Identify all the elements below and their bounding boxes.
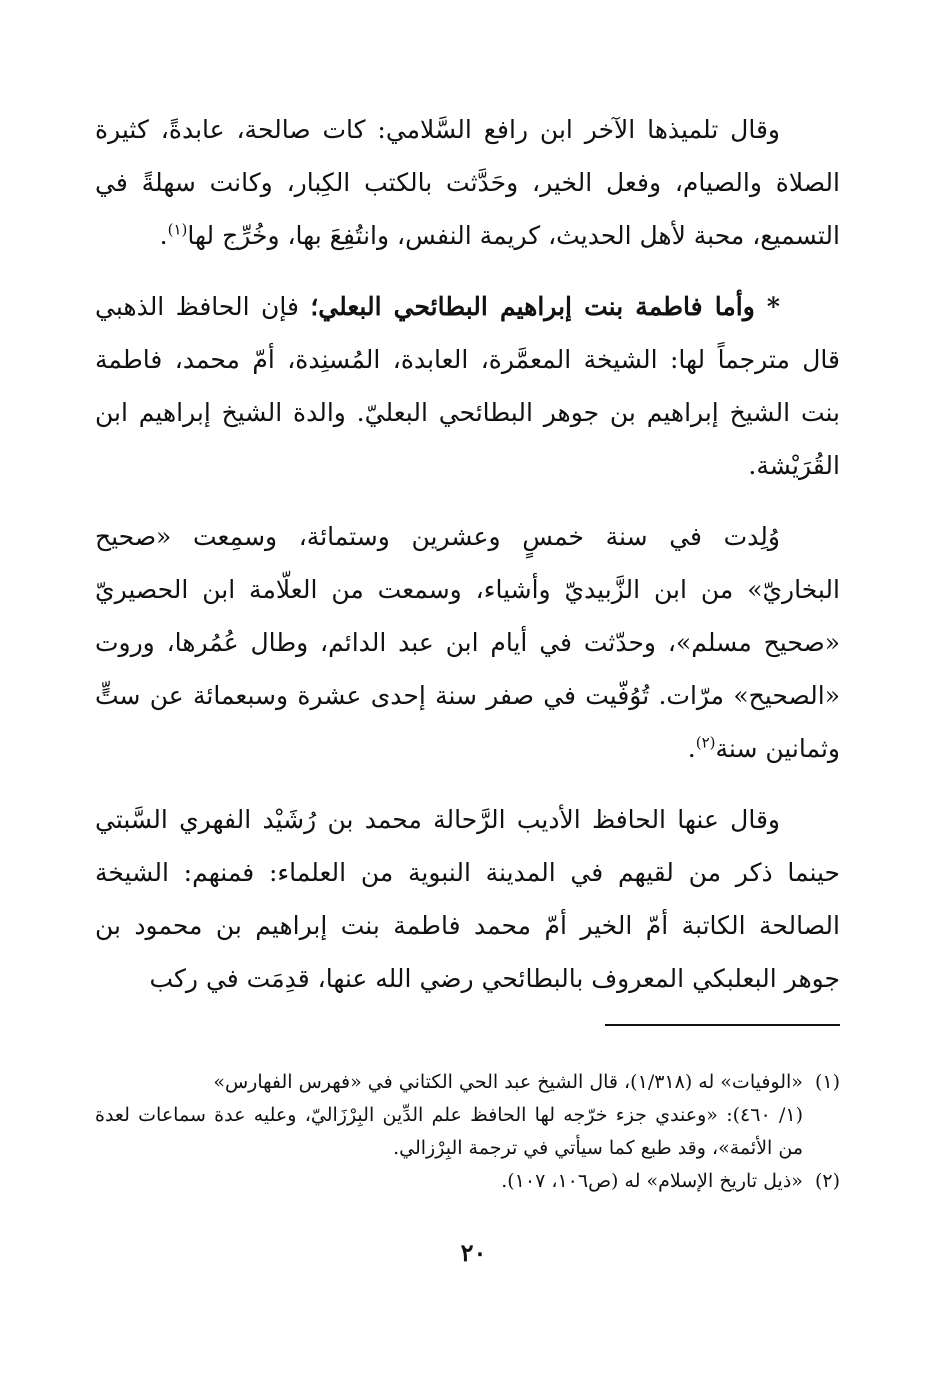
page-number: ٢٠ xyxy=(460,1238,487,1267)
paragraph-1-end: . xyxy=(159,221,168,250)
footnote-2-number: (٢) xyxy=(814,1170,840,1192)
footnote-2 xyxy=(95,1165,840,1198)
footnote-ref-2[interactable]: (٢) xyxy=(695,733,716,752)
footnote-1 xyxy=(95,1066,840,1165)
paragraph-2-bold-lead: * وأما فاطمة بنت إبراهيم البطائحي البعلي؛ xyxy=(310,292,780,321)
footnotes xyxy=(95,1066,840,1198)
paragraph-2-text: فإن الحافظ الذهبي قال مترجماً لها: الشيخة المعمَّرة، العابدة، المُسنِدة، أمّ محمد، فاطمة بنت الشيخ إبراهيم بن جوهر البطائحي البعليّ. والدة الشيخ إبراهيم ابن القُرَيْشة. xyxy=(95,292,840,480)
footnote-1-continuation: (١/ ٤٦٠): «وعندي جزء خرّجه لها الحافظ علم الدِّين البِرْزَاليّ، وعليه عدة سماعات لعدة من الأئمة»، وقد طبع كما سيأتي في ترجمة البِرْزالي. xyxy=(95,1104,803,1159)
footnote-1-first-line: «الوفيات» له (١/٣١٨)، قال الشيخ عبد الحي الكتاني في «فهرس الفهارس» xyxy=(213,1071,803,1093)
footnote-1-number: (١) xyxy=(814,1071,840,1093)
paragraph-4-text: وقال عنها الحافظ الأديب الرَّحالة محمد بن رُشَيْد الفهري السَّبتي حينما ذكر من لقيهم في المدينة النبوية من العلماء: فمنهم: الشيخة الصالحة الكاتبة أمّ الخير أمّ محمد فاطمة بنت إبراهيم بن محمود بن جوهر البعلبكي المعروف بالبطائحي رضي الله عنها، قدِمَت في ركب xyxy=(95,805,840,993)
footnote-divider xyxy=(605,1024,840,1026)
main-text xyxy=(95,103,840,1005)
paragraph-2 xyxy=(95,280,840,492)
paragraph-1-text: وقال تلميذها الآخر ابن رافع السَّلامي: كات صالحة، عابدةً، كثيرة الصلاة والصيام، وفعل الخير، وحَدَّثت بالكتب الكِبار، وكانت سهلةً في التسميع، محبة لأهل الحديث، كريمة النفس، وانتُفِعَ بها، وخُرِّج لها xyxy=(95,115,840,250)
footnote-2-first-line: «ذيل تاريخ الإسلام» له (ص١٠٦، ١٠٧). xyxy=(501,1170,803,1192)
paragraph-1 xyxy=(95,103,840,262)
paragraph-4 xyxy=(95,793,840,1005)
paragraph-3 xyxy=(95,510,840,775)
paragraph-3-text: وُلِدت في سنة خمسٍ وعشرين وستمائة، وسمِعت «صحيح البخاريّ» من ابن الزَّبيديّ وأشياء، وسمعت من العلّامة ابن الحصيريّ «صحيح مسلم»، وحدّثت في أيام ابن عبد الدائم، وطال عُمُرها، وروت «الصحيح» مرّات. تُوُفّيت في صفر سنة إحدى عشرة وسبعمائة عن ستٍّ وثمانين سنة xyxy=(95,522,840,763)
footnote-ref-1[interactable]: (١) xyxy=(167,220,188,239)
paragraph-3-end: . xyxy=(687,734,696,763)
